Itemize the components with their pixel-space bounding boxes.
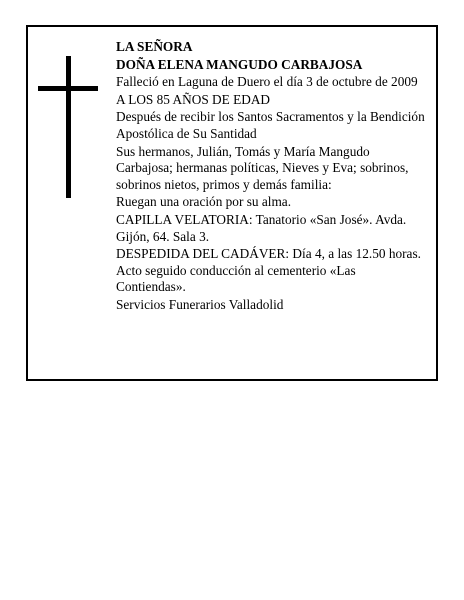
death-statement: Falleció en Laguna de Duero el día 3 de octubre de 2009	[116, 74, 418, 90]
cross-vertical-bar	[66, 56, 71, 198]
obituary-notice	[26, 25, 438, 381]
age-statement: A LOS 85 AÑOS DE EDAD	[116, 91, 271, 107]
notice-title: LA SEÑORA	[116, 39, 193, 54]
notice-text	[116, 39, 428, 315]
prayer-request: Ruegan una oración por su alma.	[116, 194, 292, 210]
cross-horizontal-bar	[38, 86, 98, 91]
farewell-info: DESPEDIDA DEL CADÁVER: Día 4, a las 12.50 horas. Acto seguido conducción al cementerio «Las Contiendas».	[116, 246, 421, 295]
chapel-info: CAPILLA VELATORIA: Tanatorio «San José». Avda. Gijón, 64. Sala 3.	[116, 211, 407, 244]
latin-cross-icon	[38, 56, 98, 198]
deceased-name: DOÑA ELENA MANGUDO CARBAJOSA	[116, 56, 363, 72]
funeral-services: Servicios Funerarios Valladolid	[116, 296, 284, 312]
family-statement: Sus hermanos, Julián, Tomás y María Mangudo Carbajosa; hermanas políticas, Nieves y Eva; sobrinos, sobrinos nietos, primos y demás familia:	[116, 143, 409, 192]
sacraments-statement: Después de recibir los Santos Sacramentos y la Bendición Apostólica de Su Santidad	[116, 109, 425, 141]
